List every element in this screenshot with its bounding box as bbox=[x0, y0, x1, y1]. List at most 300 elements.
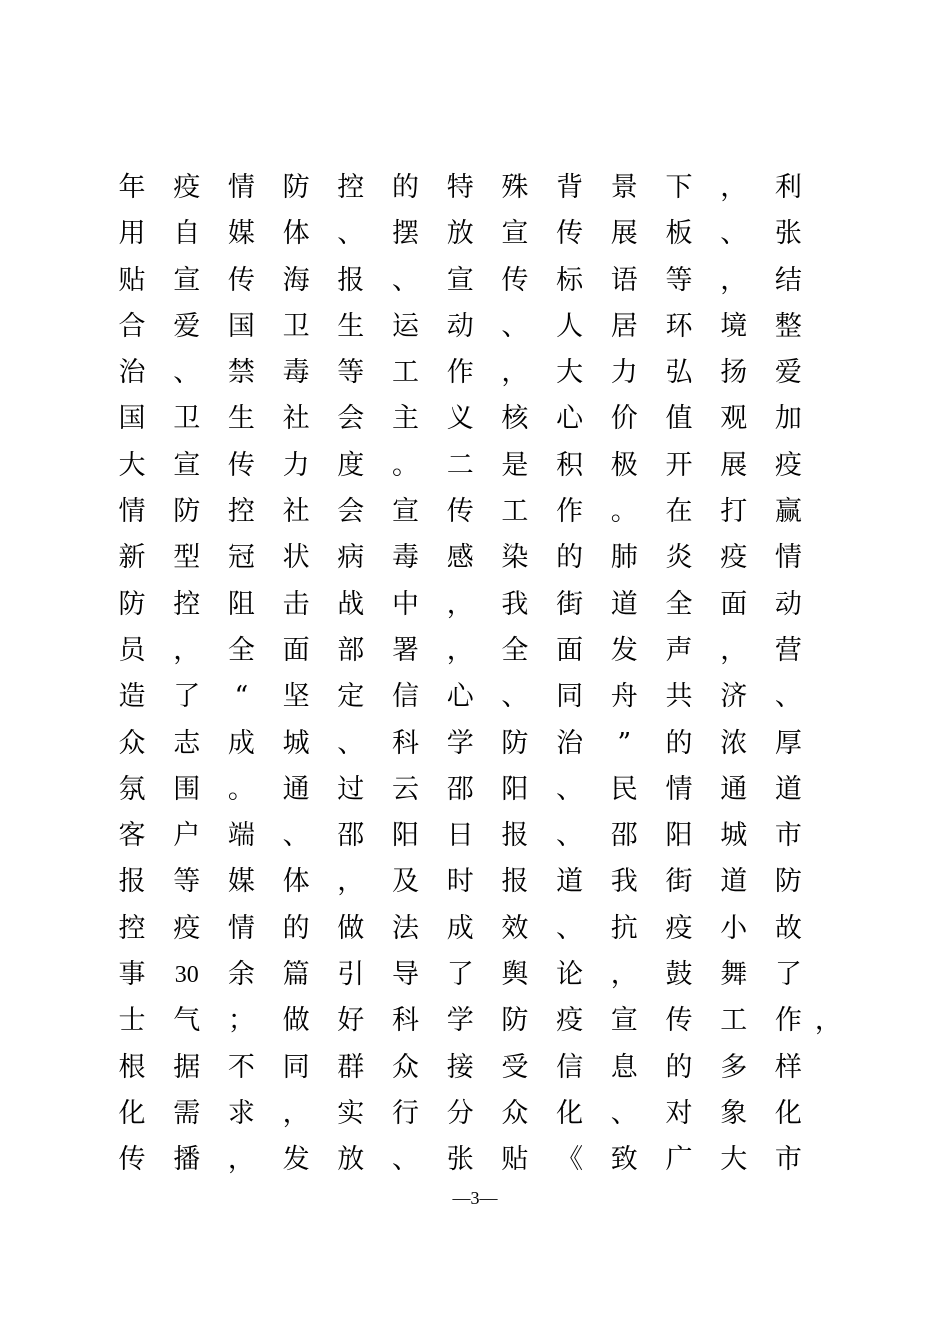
glyph: 是 bbox=[501, 449, 529, 481]
glyph: 毒 bbox=[392, 542, 419, 574]
glyph: 大 bbox=[556, 357, 584, 389]
text-line bbox=[112, 444, 832, 490]
glyph: 型 bbox=[173, 542, 201, 574]
glyph: 成 bbox=[227, 727, 255, 759]
glyph: 控 bbox=[173, 588, 201, 620]
glyph: 化 bbox=[556, 1097, 584, 1129]
glyph: 情 bbox=[774, 542, 802, 574]
glyph: 爱 bbox=[173, 310, 201, 342]
glyph: 景 bbox=[610, 172, 638, 203]
glyph: 传 bbox=[556, 218, 584, 250]
glyph: 运 bbox=[392, 310, 419, 342]
glyph: 发 bbox=[610, 634, 638, 666]
glyph: 发 bbox=[282, 1144, 310, 1176]
glyph: 力 bbox=[610, 357, 638, 389]
text-line bbox=[112, 536, 832, 582]
glyph: 防 bbox=[282, 172, 310, 203]
text-line bbox=[112, 860, 832, 906]
glyph: 防 bbox=[501, 727, 529, 759]
glyph: 加 bbox=[774, 403, 802, 435]
glyph: 打 bbox=[720, 496, 748, 528]
glyph: 做 bbox=[337, 912, 365, 944]
glyph: 、 bbox=[720, 218, 748, 250]
glyph: 心 bbox=[556, 403, 584, 435]
glyph: 市 bbox=[774, 1144, 802, 1176]
glyph: 生 bbox=[227, 403, 255, 435]
glyph: 、 bbox=[282, 820, 310, 852]
text-line bbox=[112, 722, 832, 768]
text-line bbox=[112, 1138, 832, 1184]
glyph: 情 bbox=[227, 912, 255, 944]
text-line bbox=[112, 953, 832, 999]
glyph: 传 bbox=[665, 1005, 693, 1037]
text-line bbox=[112, 490, 832, 536]
glyph: 控 bbox=[118, 912, 146, 944]
glyph: 播 bbox=[173, 1144, 201, 1176]
glyph: 效 bbox=[501, 912, 529, 944]
glyph: ， bbox=[814, 1005, 842, 1037]
glyph: 接 bbox=[446, 1051, 474, 1083]
glyph: 、 bbox=[610, 1097, 638, 1129]
glyph: 人 bbox=[556, 310, 584, 342]
glyph: 义 bbox=[446, 403, 474, 435]
glyph: 、 bbox=[392, 1144, 419, 1176]
glyph: 、 bbox=[556, 912, 584, 944]
text-line bbox=[112, 675, 832, 721]
glyph: 殊 bbox=[501, 172, 529, 203]
glyph: 防 bbox=[118, 588, 146, 620]
glyph: 工 bbox=[501, 496, 529, 528]
glyph: 控 bbox=[227, 496, 255, 528]
glyph: 、 bbox=[501, 310, 529, 342]
glyph: 阳 bbox=[665, 820, 693, 852]
glyph: 成 bbox=[446, 912, 474, 944]
glyph: 传 bbox=[227, 264, 255, 296]
glyph: 引 bbox=[337, 959, 365, 991]
glyph: 法 bbox=[392, 912, 419, 944]
glyph: 致 bbox=[610, 1144, 638, 1176]
glyph: 价 bbox=[610, 403, 638, 435]
glyph: 张 bbox=[774, 218, 802, 250]
glyph: 语 bbox=[610, 264, 638, 296]
glyph: 舆 bbox=[501, 959, 529, 991]
glyph: 张 bbox=[446, 1144, 474, 1176]
glyph: 篇 bbox=[282, 959, 310, 991]
glyph: 户 bbox=[173, 820, 201, 852]
glyph: 署 bbox=[392, 634, 419, 666]
glyph: 营 bbox=[774, 634, 802, 666]
glyph: 疫 bbox=[556, 1005, 584, 1037]
glyph: 通 bbox=[282, 773, 310, 805]
glyph: 宣 bbox=[173, 264, 201, 296]
glyph: 。 bbox=[610, 496, 638, 528]
glyph: 、 bbox=[501, 681, 529, 713]
text-line bbox=[112, 259, 832, 305]
glyph: 主 bbox=[392, 403, 419, 435]
glyph: 疫 bbox=[774, 449, 802, 481]
glyph: 端 bbox=[227, 820, 255, 852]
page-number: —3— bbox=[452, 1188, 498, 1208]
glyph: 防 bbox=[774, 866, 802, 898]
glyph: 学 bbox=[446, 727, 474, 759]
glyph: 时 bbox=[446, 866, 474, 898]
glyph: 坚 bbox=[282, 681, 310, 713]
glyph: 声 bbox=[665, 634, 693, 666]
glyph: 中 bbox=[392, 588, 419, 620]
glyph: 、 bbox=[337, 218, 365, 250]
glyph: 等 bbox=[173, 866, 201, 898]
text-line bbox=[112, 814, 832, 860]
glyph: 样 bbox=[774, 1051, 802, 1083]
glyph: 受 bbox=[501, 1051, 529, 1083]
text-line bbox=[112, 351, 832, 397]
glyph: 毒 bbox=[282, 357, 310, 389]
glyph: 、 bbox=[392, 264, 419, 296]
glyph: 道 bbox=[556, 866, 584, 898]
glyph: 过 bbox=[337, 773, 365, 805]
glyph: 爱 bbox=[774, 357, 802, 389]
glyph: 自 bbox=[173, 218, 201, 250]
glyph: 结 bbox=[774, 264, 802, 296]
glyph: 防 bbox=[501, 1005, 529, 1037]
text-line bbox=[112, 166, 832, 212]
glyph: 、 bbox=[337, 727, 365, 759]
glyph: ， bbox=[446, 588, 474, 620]
glyph: 报 bbox=[501, 866, 529, 898]
glyph: 众 bbox=[501, 1097, 529, 1129]
glyph: 员 bbox=[118, 634, 146, 666]
glyph: 传 bbox=[446, 496, 474, 528]
glyph: 工 bbox=[720, 1005, 748, 1037]
glyph: 新 bbox=[118, 542, 146, 574]
glyph: 城 bbox=[282, 727, 310, 759]
glyph: 治 bbox=[118, 357, 146, 389]
glyph: 分 bbox=[446, 1097, 474, 1129]
glyph: 会 bbox=[337, 496, 365, 528]
glyph: “ bbox=[234, 681, 249, 713]
glyph: 环 bbox=[665, 310, 693, 342]
glyph: 济 bbox=[720, 681, 748, 713]
glyph: 好 bbox=[337, 1005, 365, 1037]
glyph: 科 bbox=[392, 727, 419, 759]
glyph: 的 bbox=[282, 912, 310, 944]
glyph: 事 bbox=[118, 959, 146, 991]
glyph: 传 bbox=[118, 1144, 146, 1176]
glyph: 氛 bbox=[118, 773, 146, 805]
glyph: 道 bbox=[610, 588, 638, 620]
glyph: 论 bbox=[556, 959, 584, 991]
glyph: 海 bbox=[282, 264, 310, 296]
glyph: 展 bbox=[610, 218, 638, 250]
glyph: ， bbox=[720, 264, 748, 296]
glyph: 阻 bbox=[227, 588, 255, 620]
glyph: 疫 bbox=[720, 542, 748, 574]
glyph: 化 bbox=[774, 1097, 802, 1129]
glyph: 我 bbox=[610, 866, 638, 898]
glyph: 疫 bbox=[173, 912, 201, 944]
glyph: 击 bbox=[282, 588, 310, 620]
glyph: 余 bbox=[227, 959, 255, 991]
glyph: 了 bbox=[774, 959, 802, 991]
glyph: 故 bbox=[774, 912, 802, 944]
glyph: 禁 bbox=[227, 357, 255, 389]
glyph: 作 bbox=[774, 1005, 802, 1037]
glyph: 度 bbox=[337, 449, 365, 481]
glyph: 疫 bbox=[173, 172, 201, 203]
glyph: 阳 bbox=[392, 820, 419, 852]
glyph: 扬 bbox=[720, 357, 748, 389]
text-line bbox=[112, 907, 832, 953]
glyph: 国 bbox=[118, 403, 146, 435]
glyph: 众 bbox=[118, 727, 146, 759]
glyph: 核 bbox=[501, 403, 529, 435]
glyph: 、 bbox=[556, 820, 584, 852]
glyph: 作 bbox=[446, 357, 474, 389]
glyph: 积 bbox=[556, 449, 584, 481]
glyph: 冠 bbox=[227, 542, 255, 574]
glyph: 舞 bbox=[720, 959, 748, 991]
glyph: 宣 bbox=[173, 449, 201, 481]
glyph: 部 bbox=[337, 634, 365, 666]
text-line bbox=[112, 583, 832, 629]
glyph: 面 bbox=[720, 588, 748, 620]
glyph: 情 bbox=[227, 172, 255, 203]
glyph: 背 bbox=[556, 172, 584, 203]
glyph: 贴 bbox=[118, 264, 146, 296]
glyph: 年 bbox=[118, 172, 146, 203]
glyph: 信 bbox=[392, 681, 419, 713]
glyph: 科 bbox=[392, 1005, 419, 1037]
glyph: ， bbox=[720, 172, 748, 203]
glyph: 作 bbox=[556, 496, 584, 528]
glyph: 战 bbox=[337, 588, 365, 620]
glyph: 民 bbox=[610, 773, 638, 805]
glyph: 弘 bbox=[665, 357, 693, 389]
glyph: 街 bbox=[556, 588, 584, 620]
glyph: 动 bbox=[774, 588, 802, 620]
text-line bbox=[112, 629, 832, 675]
glyph: 、 bbox=[173, 357, 201, 389]
glyph: 小 bbox=[720, 912, 748, 944]
glyph: 及 bbox=[392, 866, 419, 898]
glyph: 极 bbox=[610, 449, 638, 481]
glyph: 全 bbox=[227, 634, 255, 666]
glyph: 息 bbox=[610, 1051, 638, 1083]
glyph: 象 bbox=[720, 1097, 748, 1129]
glyph: 等 bbox=[665, 264, 693, 296]
glyph: 炎 bbox=[665, 542, 693, 574]
glyph: 志 bbox=[173, 727, 201, 759]
glyph: 广 bbox=[665, 1144, 693, 1176]
glyph: 我 bbox=[501, 588, 529, 620]
glyph: 肺 bbox=[610, 542, 638, 574]
glyph: 宣 bbox=[610, 1005, 638, 1037]
glyph: 全 bbox=[665, 588, 693, 620]
text-line bbox=[112, 305, 832, 351]
glyph: 据 bbox=[173, 1051, 201, 1083]
glyph: 社 bbox=[282, 403, 310, 435]
glyph: ， bbox=[337, 866, 365, 898]
glyph: ” bbox=[617, 727, 632, 759]
glyph: ， bbox=[282, 1097, 310, 1129]
glyph: 浓 bbox=[720, 727, 748, 759]
glyph: 等 bbox=[337, 357, 365, 389]
glyph: 城 bbox=[720, 820, 748, 852]
glyph: 厚 bbox=[774, 727, 802, 759]
glyph: 报 bbox=[337, 264, 365, 296]
glyph: 国 bbox=[227, 310, 255, 342]
glyph: 特 bbox=[446, 172, 474, 203]
glyph: 。 bbox=[392, 449, 419, 481]
glyph: 标 bbox=[556, 264, 584, 296]
glyph: 士 bbox=[118, 1005, 146, 1037]
glyph: 同 bbox=[282, 1051, 310, 1083]
glyph: 传 bbox=[227, 449, 255, 481]
glyph: 30 bbox=[174, 962, 199, 989]
glyph: 卫 bbox=[282, 310, 310, 342]
glyph: 下 bbox=[665, 172, 693, 203]
glyph: 染 bbox=[501, 542, 529, 574]
glyph: 的 bbox=[665, 1051, 693, 1083]
text-line bbox=[112, 212, 832, 258]
glyph: ， bbox=[446, 634, 474, 666]
glyph: 板 bbox=[665, 218, 693, 250]
glyph: 实 bbox=[337, 1097, 365, 1129]
glyph: 媒 bbox=[227, 866, 255, 898]
glyph: 工 bbox=[392, 357, 419, 389]
glyph: 治 bbox=[556, 727, 584, 759]
glyph: 了 bbox=[446, 959, 474, 991]
glyph: 邵 bbox=[337, 820, 365, 852]
glyph: 二 bbox=[446, 449, 474, 481]
glyph: 展 bbox=[720, 449, 748, 481]
glyph: 病 bbox=[337, 542, 365, 574]
glyph: 云 bbox=[392, 773, 419, 805]
glyph: 的 bbox=[665, 727, 693, 759]
glyph: 的 bbox=[556, 542, 584, 574]
glyph: 宣 bbox=[446, 264, 474, 296]
text-line bbox=[112, 1092, 832, 1138]
glyph: 需 bbox=[173, 1097, 201, 1129]
text-line bbox=[112, 397, 832, 443]
glyph: 生 bbox=[337, 310, 365, 342]
glyph: 做 bbox=[282, 1005, 310, 1037]
glyph: 面 bbox=[282, 634, 310, 666]
glyph: 状 bbox=[282, 542, 310, 574]
glyph: 开 bbox=[665, 449, 693, 481]
glyph: 宣 bbox=[501, 218, 529, 250]
glyph: 动 bbox=[446, 310, 474, 342]
glyph: 摆 bbox=[392, 218, 419, 250]
glyph: ， bbox=[501, 357, 529, 389]
glyph: 市 bbox=[774, 820, 802, 852]
glyph: ； bbox=[227, 1005, 255, 1037]
glyph: 根 bbox=[118, 1051, 146, 1083]
glyph: 通 bbox=[720, 773, 748, 805]
glyph: 、 bbox=[774, 681, 802, 713]
glyph: 道 bbox=[720, 866, 748, 898]
glyph: ， bbox=[610, 959, 638, 991]
glyph: 体 bbox=[282, 866, 310, 898]
glyph: 多 bbox=[720, 1051, 748, 1083]
glyph: 行 bbox=[392, 1097, 419, 1129]
glyph: ， bbox=[227, 1144, 255, 1176]
glyph: 传 bbox=[501, 264, 529, 296]
text-line bbox=[112, 768, 832, 814]
glyph: 宣 bbox=[392, 496, 419, 528]
glyph: 大 bbox=[720, 1144, 748, 1176]
glyph: 邵 bbox=[610, 820, 638, 852]
glyph: 报 bbox=[118, 866, 146, 898]
glyph: 赢 bbox=[774, 496, 802, 528]
glyph: 不 bbox=[227, 1051, 255, 1083]
glyph: 。 bbox=[227, 773, 255, 805]
glyph: 同 bbox=[556, 681, 584, 713]
glyph: ， bbox=[720, 634, 748, 666]
glyph: 导 bbox=[392, 959, 419, 991]
glyph: 定 bbox=[337, 681, 365, 713]
glyph: 面 bbox=[556, 634, 584, 666]
glyph: 控 bbox=[337, 172, 365, 203]
glyph: 在 bbox=[665, 496, 693, 528]
glyph: 值 bbox=[665, 403, 693, 435]
glyph: 鼓 bbox=[665, 959, 693, 991]
glyph: 对 bbox=[665, 1097, 693, 1129]
glyph: 气 bbox=[173, 1005, 201, 1037]
glyph: 疫 bbox=[665, 912, 693, 944]
glyph: 群 bbox=[337, 1051, 365, 1083]
glyph: 体 bbox=[282, 218, 310, 250]
glyph: 情 bbox=[665, 773, 693, 805]
glyph: 放 bbox=[446, 218, 474, 250]
glyph: 信 bbox=[556, 1051, 584, 1083]
glyph: 全 bbox=[501, 634, 529, 666]
glyph: 境 bbox=[720, 310, 748, 342]
text-line bbox=[112, 1046, 832, 1092]
glyph: 居 bbox=[610, 310, 638, 342]
glyph: 心 bbox=[446, 681, 474, 713]
glyph: 力 bbox=[282, 449, 310, 481]
text-line bbox=[112, 999, 842, 1045]
glyph: 防 bbox=[173, 496, 201, 528]
glyph: 贴 bbox=[501, 1144, 529, 1176]
glyph: 利 bbox=[774, 172, 802, 203]
glyph: 卫 bbox=[173, 403, 201, 435]
glyph: 舟 bbox=[610, 681, 638, 713]
glyph: 合 bbox=[118, 310, 146, 342]
glyph: 学 bbox=[446, 1005, 474, 1037]
glyph: 阳 bbox=[501, 773, 529, 805]
glyph: 媒 bbox=[227, 218, 255, 250]
glyph: 会 bbox=[337, 403, 365, 435]
glyph: 造 bbox=[118, 681, 146, 713]
glyph: 道 bbox=[774, 773, 802, 805]
glyph: 化 bbox=[118, 1097, 146, 1129]
glyph: 、 bbox=[556, 773, 584, 805]
glyph: 大 bbox=[118, 449, 146, 481]
glyph: 围 bbox=[173, 773, 201, 805]
glyph: 抗 bbox=[610, 912, 638, 944]
glyph: 的 bbox=[392, 172, 419, 203]
glyph: ， bbox=[173, 634, 201, 666]
glyph: 放 bbox=[337, 1144, 365, 1176]
glyph: 整 bbox=[774, 310, 802, 342]
glyph: 日 bbox=[446, 820, 474, 852]
glyph: 情 bbox=[118, 496, 146, 528]
glyph: 求 bbox=[227, 1097, 255, 1129]
glyph: 众 bbox=[392, 1051, 419, 1083]
glyph: 观 bbox=[720, 403, 748, 435]
